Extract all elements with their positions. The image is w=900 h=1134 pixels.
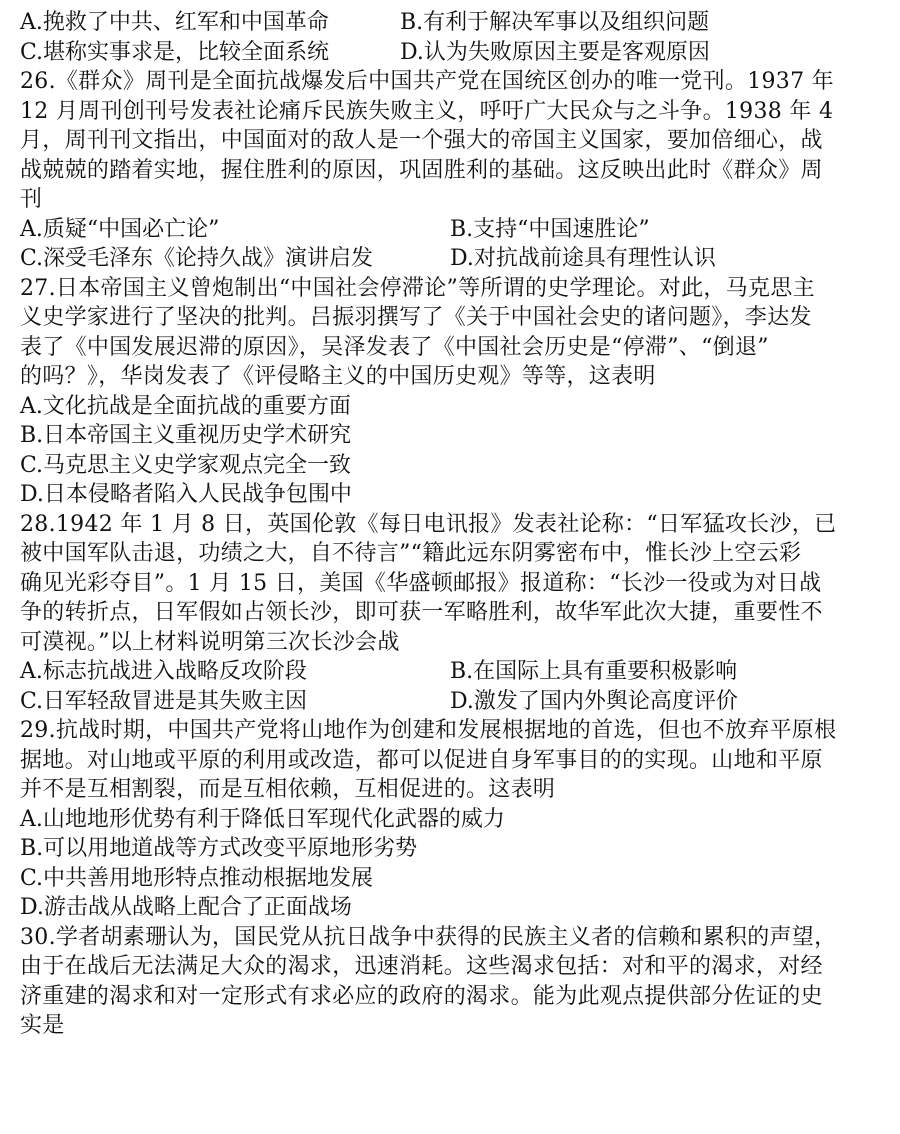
q27-stem-line: 的吗？》，华岗发表了《评侵略主义的中国历史观》等等，这表明 [20,364,656,389]
q26-option-b: B.支持“中国速胜论” [450,216,650,242]
q25-option-a: A.挽救了中共、红军和中国革命 [20,10,329,35]
q26-stem-line: 26.《群众》周刊是全面抗战爆发后中国共产党在国统区创办的唯一党刊。1937 年 [20,69,834,94]
q26-options-row-1 [20,215,892,245]
q27-option-d: D.日本侵略者陷入人民战争包围中 [20,482,352,507]
q28-options-row-2 [20,687,892,717]
question-28 [20,510,892,717]
q25-options-row-2 [20,38,892,68]
q29-option-a: A.山地地形优势有利于降低日军现代化武器的威力 [20,806,505,832]
q29-stem-line: 并不是互相割裂，而是互相依赖，互相促进的。这表明 [20,777,556,802]
q28-stem-line: 被中国军队击退，功绩之大，自不待言”“籍此远东阴雾密布中，惟长沙上空云彩 [20,541,802,566]
q30-stem-line: 由于在战后无法满足大众的渴求，迅速消耗。这些渴求包括：对和平的渴求，对经 [20,954,823,979]
q29-stem-line: 29.抗战时期，中国共产党将山地作为创建和发展根据地的首选，但也不放弃平原根 [20,718,837,743]
q25-option-b: B.有利于解决军事以及组织问题 [400,10,710,35]
q29-option-d: D.游击战从战略上配合了正面战场 [20,895,352,920]
question-26 [20,67,892,274]
q28-stem-line: 争的转折点，日军假如占领长沙，即可获一军略胜利，故华军此次大捷，重要性不 [20,600,823,625]
question-27 [20,274,892,510]
q28-option-b: B.在国际上具有重要积极影响 [450,659,738,684]
q25-option-d: D.认为失败原因主要是客观原因 [400,39,710,65]
q26-options-row-2 [20,244,892,274]
q26-stem-line: 战兢兢的踏着实地，握住胜利的原因，巩固胜利的基础。这反映出此时《群众》周 [20,157,823,183]
q30-stem-line: 济重建的渴求和对一定形式有求必应的政府的渴求。能为此观点提供部分佐证的史 [20,983,823,1009]
q27-stem-line: 27.日本帝国主义曾炮制出“中国社会停滞论”等所谓的史学理论。对此，马克思主 [20,275,815,301]
q25-option-c: C.堪称实事求是，比较全面系统 [20,39,330,65]
q28-option-c: C.日军轻敌冒进是其失败主因 [20,688,308,714]
q27-option-b: B.日本帝国主义重视历史学术研究 [20,423,352,448]
q27-option-c: C.马克思主义史学家观点完全一致 [20,452,352,478]
q28-stem-line: 28.1942 年 1 月 8 日，英国伦敦《每日电讯报》发表社论称：“日军猛攻长沙，已 [20,511,837,537]
q27-stem-line: 表了《中国发展迟滞的原因》，吴泽发表了《中国社会历史是“停滞”、“倒退” [20,334,769,360]
q28-options-row-1 [20,657,892,687]
q26-option-c: C.深受毛泽东《论持久战》演讲启发 [20,246,374,271]
q28-stem-line: 可漠视。”以上材料说明第三次长沙会战 [20,629,400,655]
q26-stem-line: 12 月周刊创刊号发表社论痛斥民族失败主义，呼吁广大民众与之斗争。1938 年 4 [20,98,834,124]
question-29 [20,716,892,923]
q28-stem-line: 确见光彩夺目”。1 月 15 日，美国《华盛顿邮报》报道称：“长沙一役或为对日战 [20,570,822,596]
q28-option-d: D.激发了国内外舆论高度评价 [450,688,738,714]
question-30 [20,923,892,1041]
q30-stem-line: 实是 [20,1013,65,1038]
q28-option-a: A.标志抗战进入战略反攻阶段 [20,659,307,684]
q29-stem-line: 据地。对山地或平原的利用或改造，都可以促进自身军事目的的实现。山地和平原 [20,747,823,773]
q26-stem-line: 月，周刊刊文指出，中国面对的敌人是一个强大的帝国主义国家，要加倍细心，战 [20,128,823,153]
q26-option-d: D.对抗战前途具有理性认识 [450,246,716,271]
q25-options-row-1 [20,8,892,38]
q27-option-a: A.文化抗战是全面抗战的重要方面 [20,393,351,419]
exam-page [20,8,892,1041]
q26-stem-line: 刊 [20,187,43,212]
q27-stem-line: 义史学家进行了坚决的批判。吕振羽撰写了《关于中国社会史的诸问题》，李达发 [20,305,812,330]
q29-option-c: C.中共善用地形特点推动根据地发展 [20,865,374,891]
q26-option-a: A.质疑“中国必亡论” [20,216,220,242]
q30-stem-line: 30.学者胡素珊认为，国民党从抗日战争中获得的民族主义者的信赖和累积的声望， [20,924,837,950]
q29-option-b: B.可以用地道战等方式改变平原地形劣势 [20,836,418,861]
